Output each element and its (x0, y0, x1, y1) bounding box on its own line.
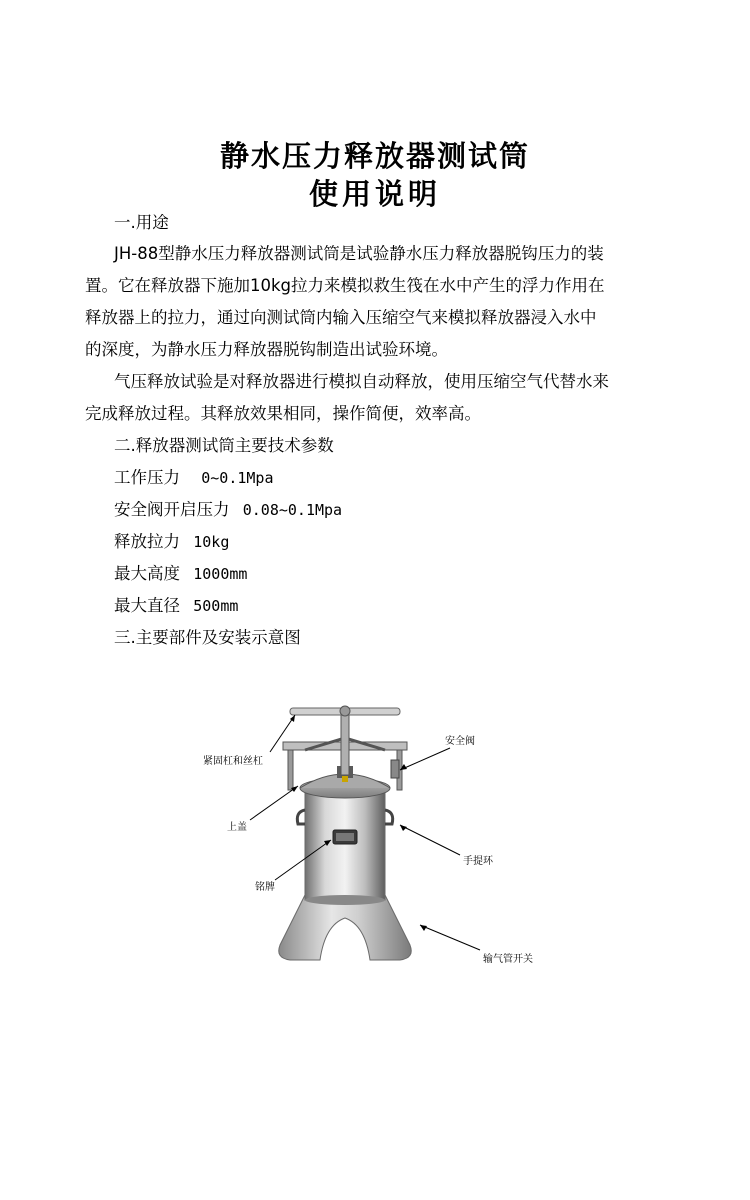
paragraph-line: 完成释放过程。其释放效果相同，操作简便，效率高。 (85, 404, 481, 423)
label-clamp: 紧固杠和丝杠 (203, 756, 263, 767)
label-lid: 上盖 (227, 822, 247, 833)
param-label: 最大高度 (114, 564, 180, 583)
paragraph-line: 置。它在释放器下施加10kg拉力来模拟救生筏在水中产生的浮力作用在 (85, 276, 605, 295)
paragraph-line: 的深度，为静水压力释放器脱钩制造出试验环境。 (85, 340, 448, 359)
document-title: 静水压力释放器测试筒 (219, 139, 530, 173)
label-nameplate: 铭牌 (255, 882, 275, 893)
handle-left (297, 810, 305, 824)
paragraph-line: 气压释放试验是对释放器进行模拟自动释放，使用压缩空气代替水来 (114, 372, 609, 391)
label-air-switch: 输气管开关 (483, 954, 533, 965)
paragraph-line: JH-88型静水压力释放器测试筒是试验静水压力释放器脱钩压力的装 (114, 244, 604, 263)
param-value: 500mm (193, 597, 239, 615)
section-3-heading: 三.主要部件及安装示意图 (114, 628, 301, 647)
safety-valve (391, 760, 399, 778)
param-label: 释放拉力 (114, 532, 180, 551)
screw-spindle (341, 710, 349, 775)
param-row (114, 499, 342, 521)
label-handle: 手提环 (463, 856, 493, 867)
tester-diagram (195, 690, 555, 990)
param-row (114, 467, 274, 489)
tester-body (305, 790, 385, 900)
document-subtitle: 使用说明 (308, 177, 441, 211)
param-value: 0~0.1Mpa (201, 469, 274, 487)
section-2-heading: 二.释放器测试筒主要技术参数 (114, 436, 334, 455)
label-safety-valve: 安全阀 (445, 736, 475, 747)
section-1-heading: 一.用途 (114, 213, 169, 232)
param-row (114, 595, 238, 617)
param-label: 安全阀开启压力 (114, 500, 230, 519)
param-row (114, 563, 247, 585)
param-value: 1000mm (193, 565, 248, 583)
param-label: 工作压力 (114, 468, 180, 487)
param-value: 0.08~0.1Mpa (242, 501, 343, 519)
handle-right (385, 810, 393, 824)
param-label: 最大直径 (114, 596, 180, 615)
paragraph-line: 释放器上的拉力，通过向测试筒内输入压缩空气来模拟释放器浸入水中 (85, 308, 597, 327)
param-value: 10kg (193, 533, 230, 551)
param-row (114, 531, 229, 553)
